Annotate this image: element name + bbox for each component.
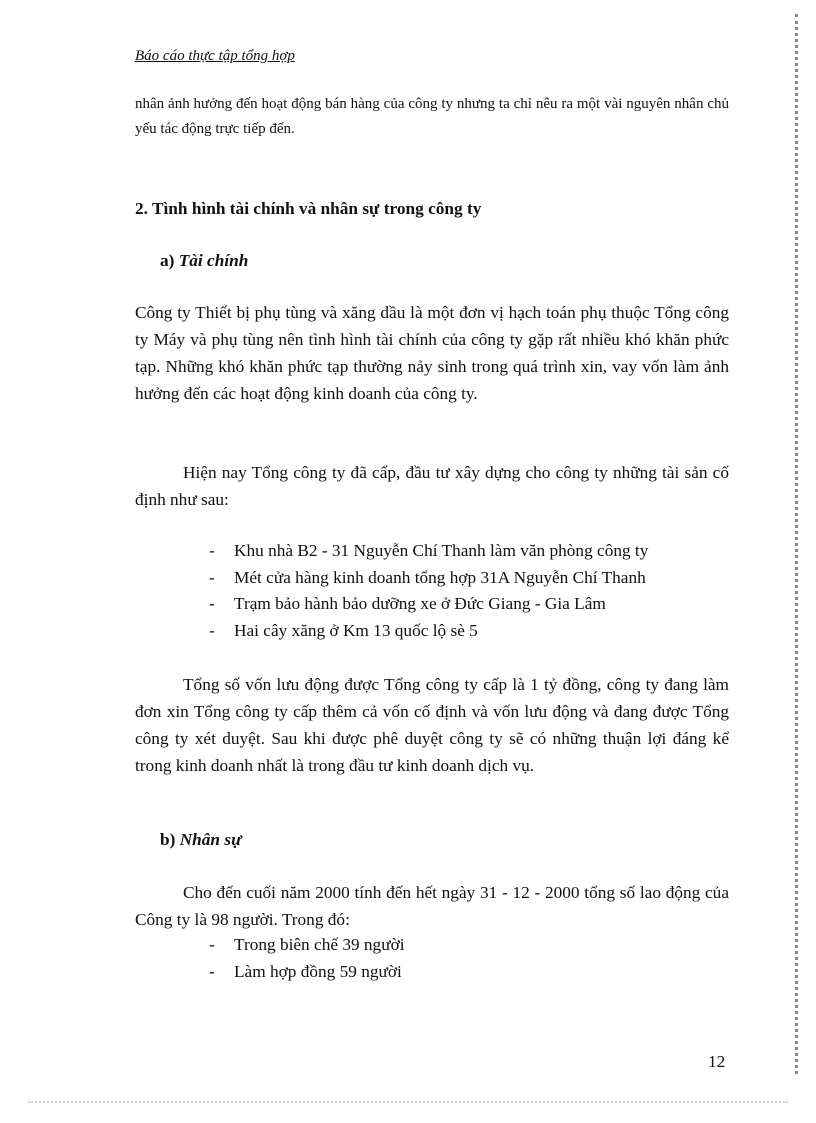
subsection-a-title: Tài chính [178,251,249,270]
finance-paragraph-1: Công ty Thiết bị phụ tùng và xăng dầu là một đơn vị hạch toán phụ thuộc Tổng công ty Máy và phụ tùng nên tình hình tài chính của công ty gặp rất nhiều khó khăn phức tạp. Những khó khăn phức tạp thường nảy sinh trong quá trình xin, vay vốn làm ảnh hưởng đến các hoạt động kinh doanh của công ty. [135,303,729,403]
staff-list [209,932,405,985]
list-item: - Khu nhà B2 - 31 Nguyễn Chí Thanh làm văn phòng công ty [209,541,649,560]
finance-paragraph-2: Hiện nay Tổng công ty đã cấp, đầu tư xây dựng cho công ty những tài sản cố định như sau: [135,463,729,509]
subsection-b-heading [160,830,241,850]
subsection-a-heading [160,251,248,271]
section-heading: 2. Tình hình tài chính và nhân sự trong công ty [135,199,482,218]
list-item: - Trạm bảo hành bảo dưỡng xe ở Đức Giang - Gia Lâm [209,594,606,613]
margin-dotted-line [795,14,798,1074]
bottom-dotted-line [28,1101,788,1103]
page-number: 12 [708,1052,726,1071]
finance-paragraph-3: Tổng số vốn lưu động được Tổng công ty cấp là 1 tỷ đồng, công ty đang làm đơn xin Tổng công ty cấp thêm cả vốn cố định và vốn lưu động và đang được Tổng công ty xét duyệt. Sau khi được phê duyệt công ty sẽ có những thuận lợi đáng kể trong kinh doanh nhất là trong đầu tư kinh doanh dịch vụ. [135,675,729,775]
subsection-b-prefix: b) [160,830,176,849]
subsection-b-title: Nhân sự [179,830,242,849]
intro-paragraph: nhân ảnh hưởng đến hoạt động bán hàng của công ty nhưng ta chỉ nêu ra một vài nguyên nhân chủ yếu tác động trực tiếp đến. [135,96,729,137]
assets-list [209,538,648,644]
list-item: - Mét cửa hàng kinh doanh tổng hợp 31A Nguyễn Chí Thanh [209,567,646,587]
subsection-a-prefix: a) [160,251,175,270]
list-item: - Làm hợp đồng 59 người [209,961,402,981]
list-item: - Hai cây xăng ở Km 13 quốc lộ sè 5 [209,620,478,640]
hr-paragraph: Cho đến cuối năm 2000 tính đến hết ngày 31 - 12 - 2000 tổng số lao động của Công ty là 98 người. Trong đó: [135,883,729,929]
running-header: Báo cáo thực tập tổng hợp [135,48,295,64]
list-item: - Trong biên chế 39 người [209,935,405,954]
